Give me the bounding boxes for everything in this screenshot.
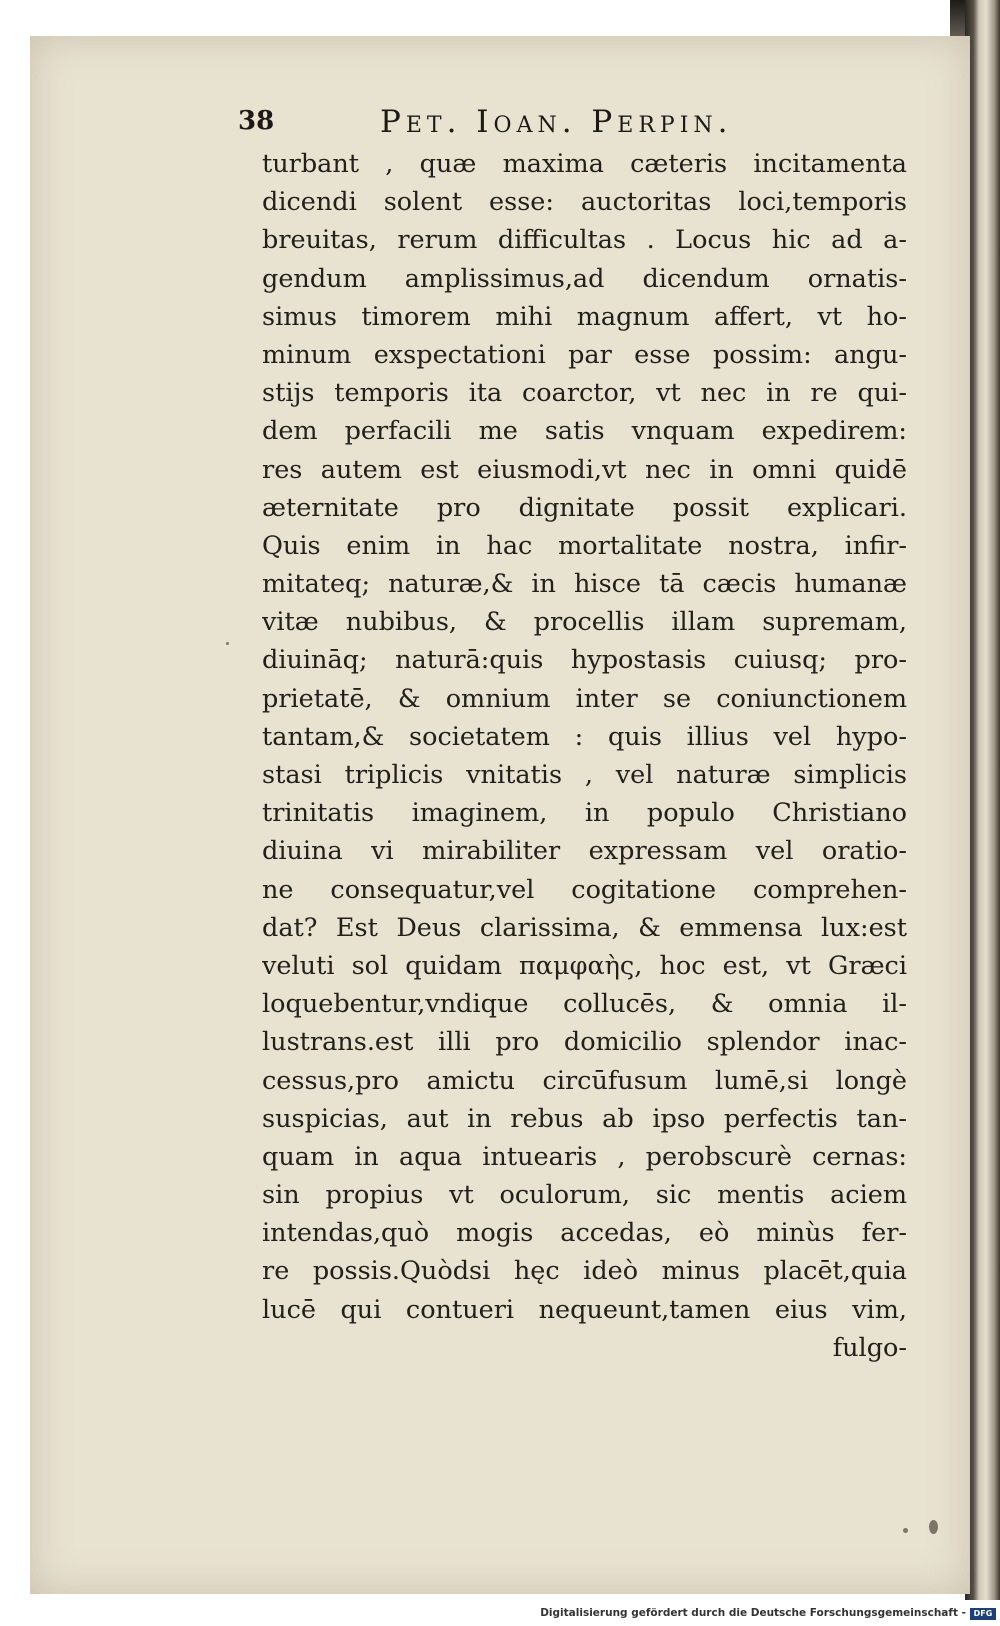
- text-line: dat? Est Deus clarissima, & emmensa lux:est: [262, 912, 907, 943]
- text-line: mitateq; naturæ,& in hisce tā cæcis humanæ: [262, 569, 907, 600]
- ink-speck: [929, 1520, 938, 1534]
- funding-credit: Digitalisierung gefördert durch die Deutsche Forschungsgemeinschaft -: [540, 1607, 966, 1619]
- text-line: breuitas, rerum difficultas . Locus hic ad a-: [262, 225, 907, 256]
- text-line: lustrans.est illi pro domicilio splendor inac-: [262, 1027, 907, 1058]
- text-line: tantam,& societatem : quis illius vel hypo-: [262, 721, 907, 752]
- text-line: res autem est eiusmodi,vt nec in omni quidē: [262, 454, 907, 485]
- text-line: dem perfacili me satis vnquam expedirem:: [262, 416, 907, 447]
- text-line: æternitate pro dignitate possit explicari.: [262, 492, 907, 523]
- text-line: turbant , quæ maxima cæteris incitamenta: [262, 149, 907, 179]
- ink-speck: [226, 642, 229, 645]
- ink-speck: [903, 1528, 908, 1533]
- text-line: sin propius vt oculorum, sic mentis aciem: [262, 1180, 907, 1211]
- text-line: simus timorem mihi magnum affert, vt ho-: [262, 301, 907, 332]
- catchword: fulgo-: [832, 1332, 907, 1363]
- text-line: veluti sol quidam παμφαὴς, hoc est, vt Græci: [262, 950, 907, 981]
- text-line: prietatē, & omnium inter se coniunctionem: [262, 683, 907, 714]
- text-line: trinitatis imaginem, in populo Christiano: [262, 798, 907, 829]
- text-line: diuina vi mirabiliter expressam vel oratio-: [262, 836, 907, 867]
- text-line: ne consequatur,vel cogitatione comprehen-: [262, 874, 907, 905]
- running-head: Pet. Ioan. Perpin.: [380, 104, 733, 140]
- text-line: loquebentur,vndique collucēs, & omnia il-: [262, 989, 907, 1020]
- text-line: Quis enim in hac mortalitate nostra, infir-: [262, 530, 907, 561]
- text-line: vitæ nubibus, & procellis illam supremam,: [262, 607, 907, 638]
- page-header: [238, 106, 798, 150]
- text-line: intendas,quò mogis accedas, eò minùs fer-: [262, 1218, 907, 1249]
- body-text: [262, 145, 907, 1367]
- text-line: cessus,pro amictu circūfusum lumē,si longè: [262, 1065, 907, 1096]
- text-line: quam in aqua intuearis , perobscurè cernas:: [262, 1141, 907, 1172]
- digitization-footer: [0, 1604, 1000, 1626]
- text-line: re possis.Quòdsi hęc ideò minus placēt,quia: [262, 1256, 907, 1287]
- text-line: stasi triplicis vnitatis , vel naturæ simplicis: [262, 760, 907, 790]
- text-line: suspicias, aut in rebus ab ipso perfectis tan-: [262, 1103, 907, 1134]
- text-line: minum exspectationi par esse possim: angu-: [262, 339, 907, 370]
- dfg-logo: DFG: [970, 1608, 996, 1620]
- text-line: dicendi solent esse: auctoritas loci,temporis: [262, 187, 907, 218]
- page-fore-edge: [965, 0, 1000, 1600]
- text-line: lucē qui contueri nequeunt,tamen eius vim,: [262, 1294, 907, 1325]
- text-line: stijs temporis ita coarctor, vt nec in re qui-: [262, 378, 907, 409]
- text-line: gendum amplissimus,ad dicendum ornatis-: [262, 263, 907, 294]
- text-line: diuināq; naturā:quis hypostasis cuiusq; pro-: [262, 645, 907, 676]
- page-number: 38: [238, 106, 275, 136]
